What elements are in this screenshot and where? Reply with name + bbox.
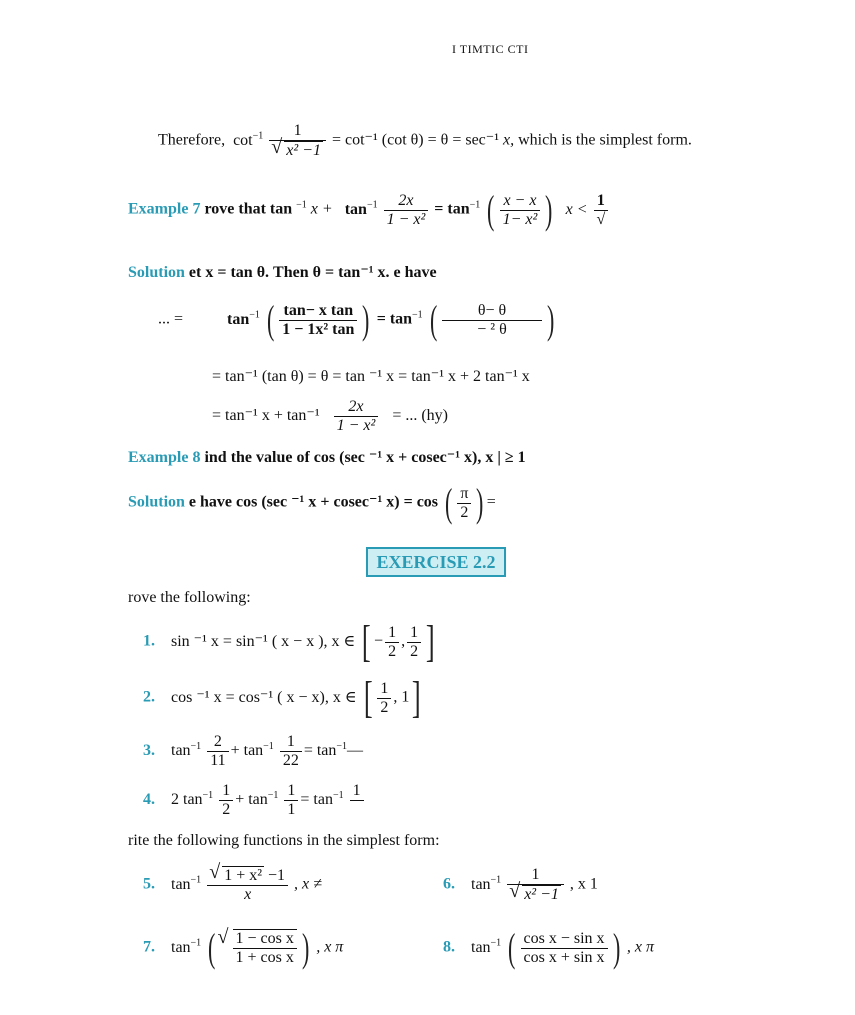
frac-den: 1 <box>287 801 296 818</box>
therefore-var: x, <box>503 131 515 149</box>
frac-num: 2x <box>334 398 379 417</box>
plus-tan: + tan <box>235 791 268 809</box>
frac-den <box>350 801 364 819</box>
fraction-denominator: x² −1 <box>286 142 321 159</box>
step-1-den-b: − ² θ <box>477 320 507 338</box>
inv-sup: −1 <box>336 741 348 753</box>
left-bracket: [ <box>363 673 373 722</box>
eq-tan: = tan <box>300 791 333 809</box>
frac-num: 1 <box>219 782 233 801</box>
frac-num: 1 <box>284 782 298 801</box>
step-2: = tan⁻¹ (tan θ) = θ = tan ⁻¹ x = tan⁻¹ x + 2 tan⁻¹ x <box>212 368 530 385</box>
right-bracket: ] <box>412 673 422 722</box>
frac <box>233 929 297 967</box>
tan: tan <box>171 875 191 893</box>
frac-num: cos x − sin x <box>521 930 608 949</box>
tan-inv: tan <box>227 310 250 328</box>
interval-b: 1 <box>401 688 410 706</box>
example-8-text: ind the value of cos (sec ⁻¹ x + cosec⁻¹ x), x | ≥ 1 <box>204 449 526 466</box>
tan: tan <box>171 938 191 956</box>
frac-den: 2 <box>410 642 419 660</box>
eq-tan: = tan <box>376 310 413 328</box>
problem-3 <box>143 733 363 770</box>
problem-number: 3. <box>143 742 155 760</box>
frac-num: 1 <box>507 866 564 885</box>
frac-num: 1 <box>377 680 391 699</box>
pi-over-2 <box>457 485 471 522</box>
x-plus: x + <box>310 200 333 218</box>
example-8-label: Example 8 <box>128 449 201 466</box>
problem-4 <box>143 782 366 819</box>
problem-number: 8. <box>443 938 455 956</box>
radicand: 1 + x² <box>224 867 263 884</box>
problem-expr: cos ⁻¹ x = cos⁻¹ ( x − x), x ∈ <box>171 688 357 706</box>
left-paren: ( <box>445 480 453 525</box>
problem-number: 1. <box>143 632 155 650</box>
left-paren: ( <box>508 925 516 970</box>
paren-num: x − x <box>500 192 541 211</box>
right-paren: ) <box>545 187 553 232</box>
interval-b <box>407 624 421 661</box>
frac-num: 1 <box>280 733 302 752</box>
frac-den: 2 <box>388 642 397 660</box>
therefore-suffix: which is the simplest form. <box>518 131 692 149</box>
cot-inv: cot <box>233 131 253 149</box>
therefore-prefix: Therefore, <box>158 131 226 149</box>
solution-label: Solution <box>128 264 185 281</box>
therefore-rest: = cot⁻¹ (cot θ) = θ = sec⁻¹ <box>331 131 500 149</box>
tan: 2 tan <box>171 791 203 809</box>
frac-num: 1 <box>407 624 421 643</box>
step-1-num-a: tan− x tan <box>279 302 357 321</box>
frac <box>507 866 564 904</box>
problem-number: 6. <box>443 875 455 893</box>
problem-number: 5. <box>143 875 155 893</box>
step-3-tail: = ... (hy) <box>392 407 449 425</box>
problem-5 <box>143 866 322 904</box>
inv-sup: −1 <box>267 790 279 802</box>
inv-sup: −1 <box>490 937 502 949</box>
frac <box>521 930 608 967</box>
frac-den: 2 <box>460 503 469 521</box>
step-1-den-a: 1 − 1x² tan <box>282 320 355 338</box>
inv-sup: −1 <box>249 309 260 321</box>
step-1-fraction-b <box>442 302 542 339</box>
inv-sup: −1 <box>190 937 202 949</box>
condition: , x π <box>316 938 344 956</box>
write-intro: rite the following functions in the simplest form: <box>128 832 440 849</box>
frac-den: 11 <box>210 752 226 769</box>
problem-number: 2. <box>143 688 155 706</box>
cond-den: √ <box>596 210 606 228</box>
left-paren: ( <box>429 297 438 342</box>
example-7-label: Example 7 <box>128 200 201 218</box>
inv-sup: −1 <box>490 874 502 886</box>
radicand: x² −1 <box>524 886 559 903</box>
therefore-fraction <box>269 122 326 160</box>
inv-sup: −1 <box>412 309 423 321</box>
example-7-fraction <box>384 192 429 229</box>
frac-den: 2 <box>380 698 389 716</box>
problem-number: 7. <box>143 938 155 956</box>
frac-den: 1 − x² <box>386 210 426 228</box>
problem-7 <box>143 925 344 970</box>
frac-den: x <box>244 886 252 903</box>
frac-2 <box>284 782 298 819</box>
running-header: I TIMTIC CTI <box>452 42 529 56</box>
inv-sup: −1 <box>366 199 378 211</box>
right-paren: ) <box>547 297 555 342</box>
step-3-text: = tan⁻¹ x + tan⁻¹ <box>212 407 320 425</box>
inv-sup: −1 <box>202 790 214 802</box>
frac-den: 1 + cos x <box>235 949 294 966</box>
therefore-line <box>158 122 692 160</box>
left-bracket: [ <box>362 617 372 666</box>
solution-text: e have cos (sec ⁻¹ x + cosec⁻¹ x) = cos <box>188 493 439 511</box>
example-7-text: rove that tan <box>204 200 293 218</box>
prove-intro: rove the following: <box>128 589 251 606</box>
frac-den: 1 − x² <box>336 417 376 434</box>
exercise-heading-box <box>366 547 506 577</box>
solution-1 <box>128 262 437 282</box>
tan: tan <box>471 938 491 956</box>
tan-inv: tan <box>344 200 367 218</box>
frac-num: 2x <box>384 192 429 211</box>
interval-a <box>385 624 399 661</box>
problem-expr: sin ⁻¹ x = sin⁻¹ ( x − x ), x ∈ <box>171 632 356 650</box>
condition-fraction <box>594 192 609 229</box>
plus-tan: + tan <box>230 742 264 760</box>
frac-den: cos x + sin x <box>523 948 605 966</box>
step-3-fraction <box>334 398 379 435</box>
frac-num: π <box>457 485 471 504</box>
paren-den: 1− x² <box>502 210 538 228</box>
solution-text: et x = tan θ. Then θ = tan⁻¹ x. e have <box>188 264 437 281</box>
right-paren: ) <box>476 480 484 525</box>
cond-num: 1 <box>594 192 609 211</box>
left-paren: ( <box>208 925 216 970</box>
frac-den: 22 <box>282 752 299 769</box>
inv-sup: −1 <box>252 130 264 142</box>
inv-sup: −1 <box>469 199 481 211</box>
frac-num: 2 <box>207 733 228 752</box>
eq-tan: = tan <box>303 742 337 760</box>
left-paren: ( <box>487 187 495 232</box>
solution-label: Solution <box>128 493 185 511</box>
step-3 <box>212 398 448 435</box>
frac-den: 2 <box>222 801 231 818</box>
inv-sup: −1 <box>190 741 202 753</box>
frac-num: √ 1 − cos x <box>233 930 297 949</box>
frac-1 <box>219 782 233 819</box>
tan: tan <box>171 742 191 760</box>
condition: , x ≠ <box>294 875 322 893</box>
problem-8 <box>443 925 654 970</box>
interval-a <box>377 680 391 717</box>
problem-2: 2. cos ⁻¹ x = cos⁻¹ ( x − x), x ∈ [ $\frac{1}{2}$ , 1] <box>143 673 422 722</box>
example-7 <box>128 187 610 232</box>
frac-num: 1 <box>385 624 399 643</box>
inv-sup: −1 <box>296 199 307 211</box>
solution-tail: = <box>486 493 496 511</box>
frac-num: 1 <box>350 782 364 801</box>
fraction-numerator: 1 <box>269 122 326 141</box>
inv-sup: −1 <box>190 874 202 886</box>
inv-sup: −1 <box>263 741 274 753</box>
condition: , x 1 <box>569 875 598 893</box>
right-paren: ) <box>612 925 620 970</box>
step-1 <box>158 297 557 342</box>
right-bracket: ] <box>425 617 435 666</box>
exercise-title: EXERCISE 2.2 <box>376 551 496 572</box>
frac-2 <box>280 733 302 770</box>
eq-tan: = tan <box>434 200 470 218</box>
tail: — <box>347 742 364 760</box>
frac-3 <box>350 782 364 819</box>
paren-fraction <box>500 192 541 229</box>
num-tail: −1 <box>268 867 286 884</box>
condition: x < <box>565 200 588 218</box>
tan: tan <box>471 875 491 893</box>
left-paren: ( <box>266 297 275 342</box>
dots: ... = <box>158 310 184 328</box>
right-paren: ) <box>362 297 370 342</box>
step-1-num-b: θ− θ <box>442 302 542 321</box>
example-8 <box>128 447 526 467</box>
frac-1 <box>207 733 228 770</box>
problem-number: 4. <box>143 791 155 809</box>
problem-6 <box>443 866 598 904</box>
solution-2 <box>128 480 496 525</box>
inv-sup: −1 <box>332 790 344 802</box>
right-paren: ) <box>301 925 310 970</box>
problem-1: 1. sin ⁻¹ x = sin⁻¹ ( x − x ), x ∈ [ − $\frac{1}{2}$ , $\frac{1}{2}$ ] <box>143 617 435 666</box>
condition: , x π <box>626 938 654 956</box>
frac <box>207 866 288 904</box>
neg-sign: − <box>374 632 384 650</box>
step-1-fraction-a <box>279 302 357 339</box>
